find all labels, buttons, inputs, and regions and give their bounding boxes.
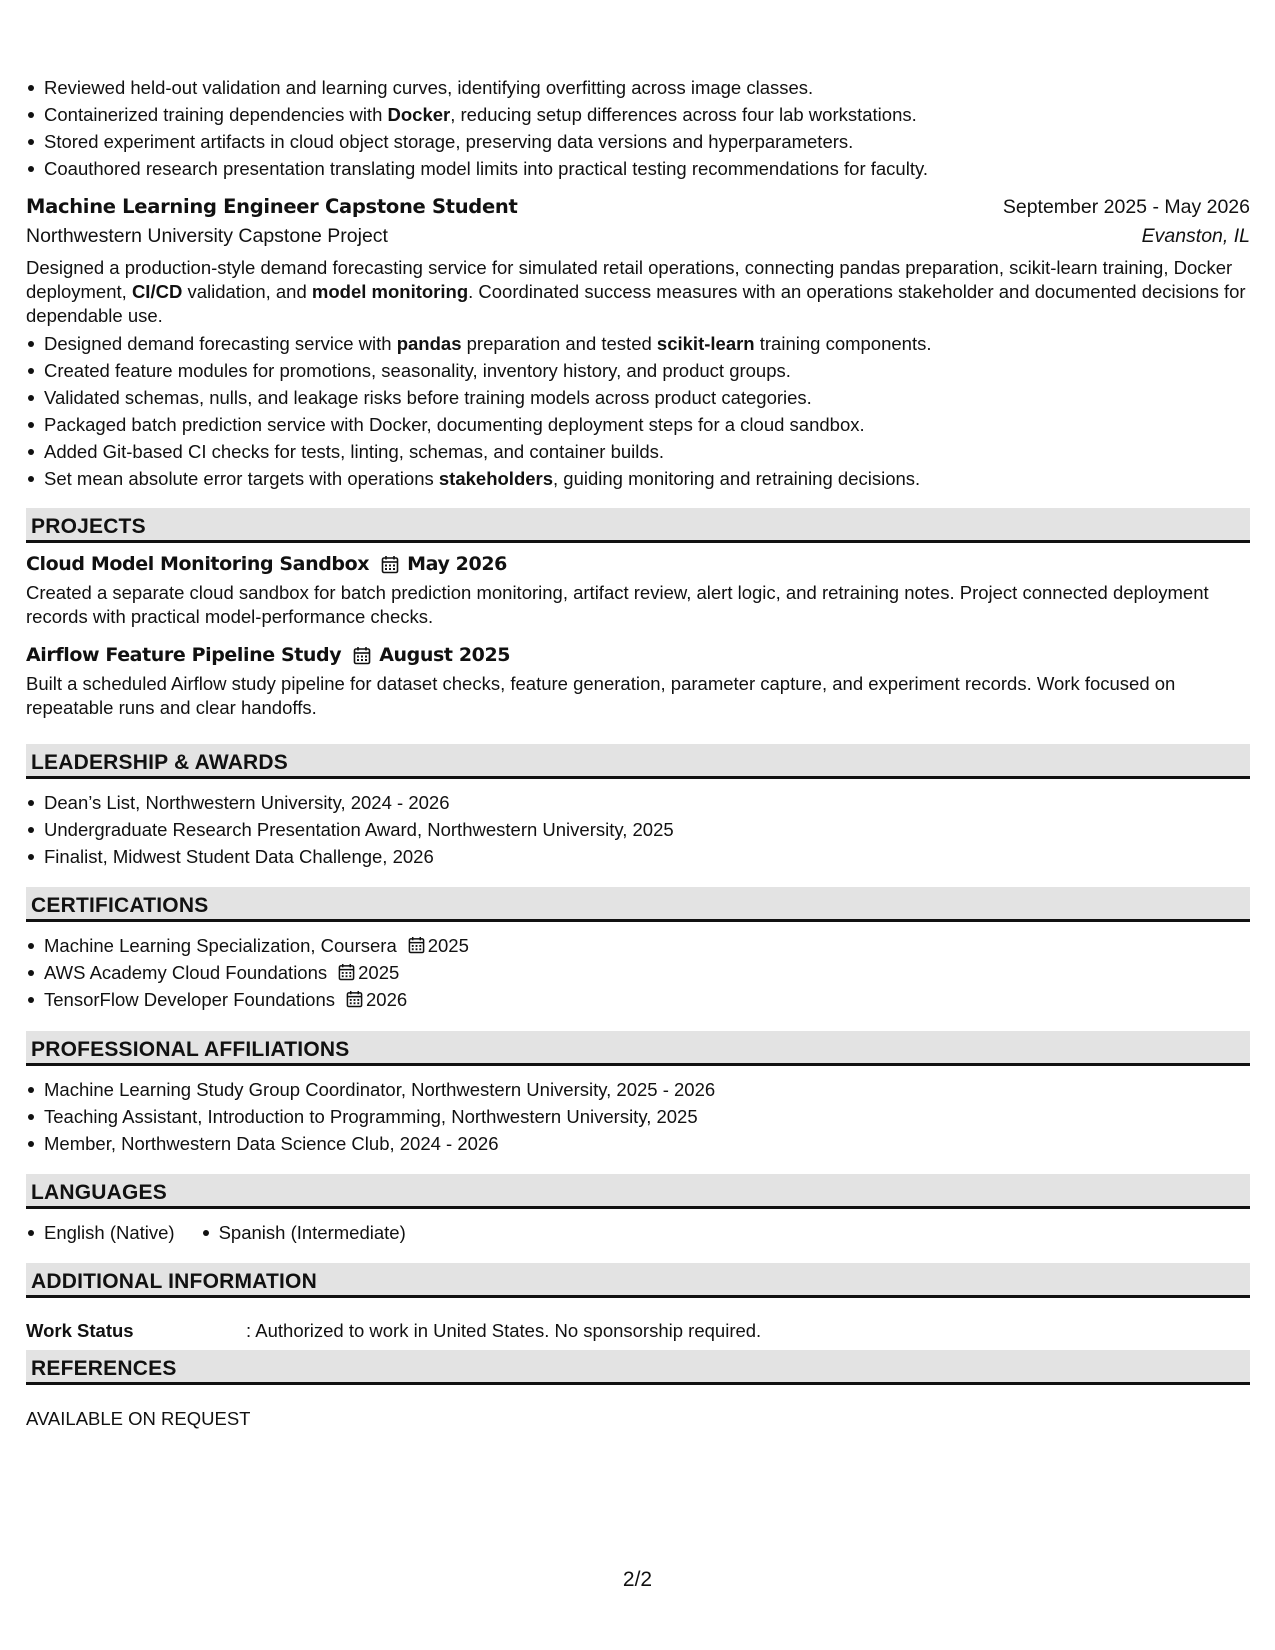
job-location: Evanston, IL — [1141, 225, 1250, 247]
list-item: Added Git-based CI checks for tests, linting, schemas, and container builds. — [26, 438, 1250, 465]
section-title: ADDITIONAL INFORMATION — [31, 1270, 317, 1293]
project-entry — [26, 553, 1250, 629]
job-summary: Designed a production-style demand forecasting service for simulated retail operations, connecting pandas preparation, scikit-learn training, Docker deployment, CI/CD validation, and model monitoring. Coordinated success measures with an operations stakeholder and documented decisions for dependable use. — [26, 257, 1246, 326]
list-item: Teaching Assistant, Introduction to Programming, Northwestern University, 2025 — [26, 1103, 715, 1130]
job-dates: September 2025 - May 2026 — [1002, 196, 1250, 218]
certification-year: 2025 — [358, 962, 400, 983]
additional-info-row — [26, 1320, 761, 1342]
affiliations-list — [26, 1076, 715, 1157]
section-title: PROJECTS — [31, 515, 146, 538]
section-header-projects — [26, 508, 1250, 543]
section-header-languages — [26, 1174, 1250, 1209]
certification-name: AWS Academy Cloud Foundations — [44, 962, 328, 983]
project-entry — [26, 644, 1250, 720]
section-title: LEADERSHIP & AWARDS — [31, 751, 288, 774]
work-status-label: Work Status — [26, 1320, 134, 1341]
list-item: Packaged batch prediction service with Docker, documenting deployment steps for a cloud sandbox. — [26, 411, 1250, 438]
section-title: REFERENCES — [31, 1357, 177, 1380]
project-title: Cloud Model Monitoring Sandbox — [26, 553, 370, 575]
certification-name: Machine Learning Specialization, Coursera — [44, 935, 397, 956]
list-item: Finalist, Midwest Student Data Challenge, 2026 — [26, 843, 674, 870]
calendar-icon — [353, 646, 371, 665]
project-title: Airflow Feature Pipeline Study — [26, 644, 342, 666]
section-header-certifications — [26, 887, 1250, 922]
calendar-icon — [338, 963, 355, 981]
work-status-value: : Authorized to work in United States. No sponsorship required. — [246, 1320, 762, 1341]
project-description: Built a scheduled Airflow study pipeline for dataset checks, feature generation, parameter capture, and experiment records. Work focused on repeatable runs and clear handoffs. — [26, 673, 1176, 718]
list-item: Containerized training dependencies with Docker, reducing setup differences across four lab workstations. — [26, 101, 928, 128]
list-item: Member, Northwestern Data Science Club, 2024 - 2026 — [26, 1130, 715, 1157]
certifications-list — [26, 932, 469, 1013]
job-bullets — [26, 330, 1250, 492]
list-item: Machine Learning Study Group Coordinator, Northwestern University, 2025 - 2026 — [26, 1076, 715, 1103]
list-item: Reviewed held-out validation and learning curves, identifying overfitting across image classes. — [26, 74, 928, 101]
project-date: August 2025 — [379, 644, 511, 666]
section-header-references — [26, 1350, 1250, 1385]
list-item: Designed demand forecasting service with pandas preparation and tested scikit-learn training components. — [26, 330, 1250, 357]
section-header-leadership — [26, 744, 1250, 779]
list-item: Created feature modules for promotions, seasonality, inventory history, and product groups. — [26, 357, 1250, 384]
leadership-list — [26, 789, 674, 870]
section-title: LANGUAGES — [31, 1181, 167, 1204]
list-item — [26, 959, 469, 986]
calendar-icon — [346, 990, 363, 1008]
prior-job-bullets — [26, 74, 928, 182]
job-organization: Northwestern University Capstone Project — [26, 225, 388, 247]
section-header-additional — [26, 1263, 1250, 1298]
list-item: Coauthored research presentation translating model limits into practical testing recommendations for faculty. — [26, 155, 928, 182]
list-item — [26, 986, 469, 1013]
list-item — [26, 932, 469, 959]
job-title: Machine Learning Engineer Capstone Student — [26, 195, 518, 218]
certification-year: 2026 — [366, 989, 408, 1010]
job-entry — [26, 195, 1250, 492]
project-description: Created a separate cloud sandbox for batch prediction monitoring, artifact review, alert logic, and retraining notes. Project connected deployment records with practical model-performance checks. — [26, 582, 1209, 627]
section-title: CERTIFICATIONS — [31, 894, 209, 917]
references-text: AVAILABLE ON REQUEST — [26, 1408, 251, 1429]
list-item: Stored experiment artifacts in cloud object storage, preserving data versions and hyperparameters. — [26, 128, 928, 155]
section-header-affiliations — [26, 1031, 1250, 1066]
certification-name: TensorFlow Developer Foundations — [44, 989, 336, 1010]
calendar-icon — [408, 936, 425, 954]
list-item: Validated schemas, nulls, and leakage risks before training models across product categories. — [26, 384, 1250, 411]
calendar-icon — [381, 555, 399, 574]
list-item: Set mean absolute error targets with operations stakeholders, guiding monitoring and retraining decisions. — [26, 465, 1250, 492]
project-date: May 2026 — [407, 553, 507, 575]
certification-year: 2025 — [427, 935, 469, 956]
page-number: 2/2 — [622, 1568, 653, 1591]
list-item: Dean’s List, Northwestern University, 2024 - 2026 — [26, 789, 674, 816]
list-item: Spanish (Intermediate) — [201, 1219, 406, 1246]
languages-list — [26, 1219, 432, 1246]
list-item: English (Native) — [26, 1219, 175, 1246]
list-item: Undergraduate Research Presentation Award, Northwestern University, 2025 — [26, 816, 674, 843]
section-title: PROFESSIONAL AFFILIATIONS — [31, 1038, 350, 1061]
